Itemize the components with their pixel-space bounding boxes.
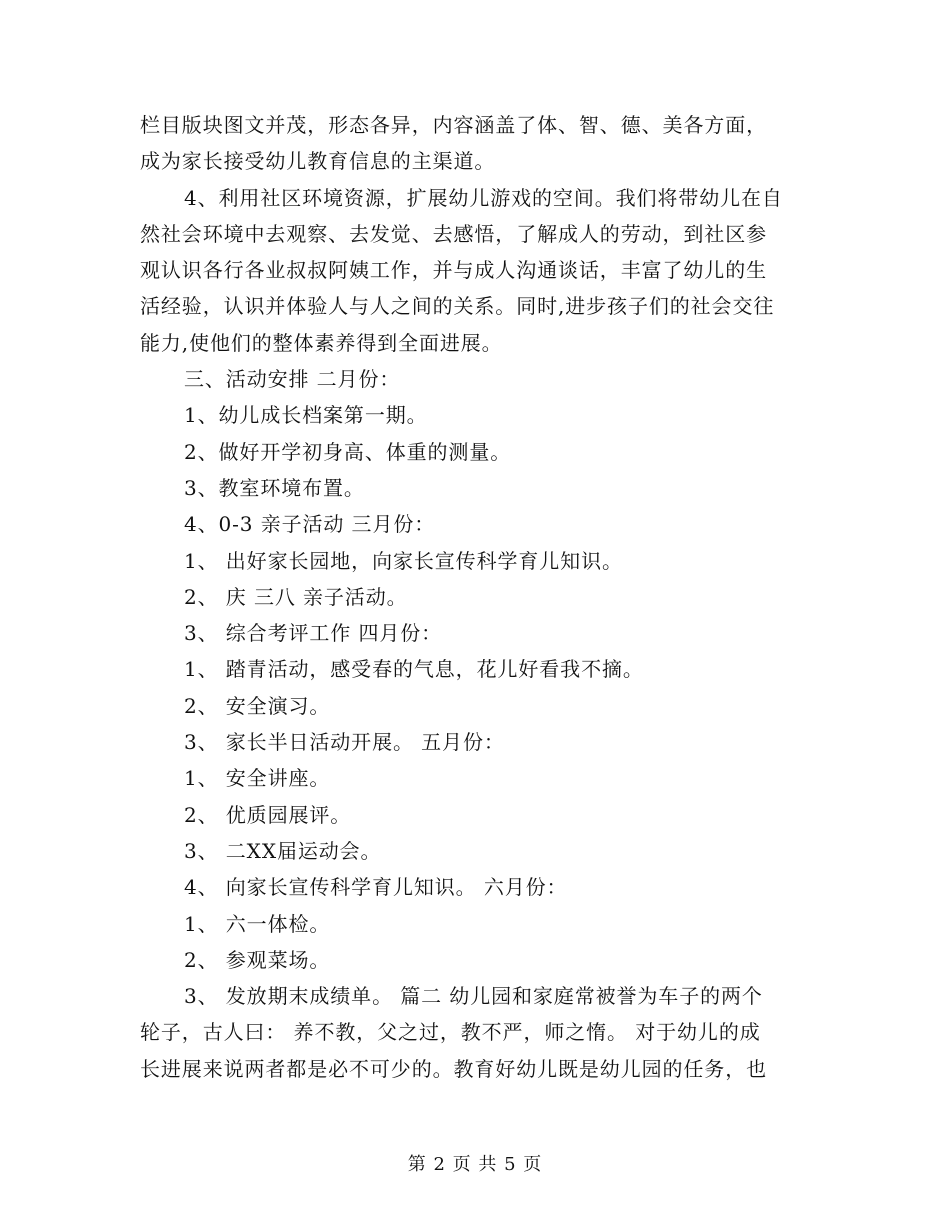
text-line: 1、幼儿成长档案第一期。 [184, 403, 428, 428]
text-line: 观认识各行各业叔叔阿姨工作，并与成人沟通谈话，丰富了幼儿的生 [140, 258, 767, 283]
text-line: 4、 向家长宣传科学育儿知识。 六月份： [184, 875, 568, 900]
text-line: 2、 优质园展评。 [184, 802, 352, 827]
page-footer: 第 2 页 共 5 页 [407, 1154, 543, 1175]
text-line: 1、 六一体检。 [184, 911, 331, 936]
text-line: 1、 安全讲座。 [184, 766, 331, 791]
text-line: 3、 综合考评工作 四月份： [184, 621, 443, 646]
text-line: 1、 出好家长园地，向家长宣传科学育儿知识。 [184, 548, 623, 573]
text-line: 1、 踏青活动，感受春的气息，花儿好看我不摘。 [184, 657, 644, 682]
text-line: 然社会环境中去观察、去发觉、去感悟，了解成人的劳动，到社区参 [140, 221, 767, 246]
text-line: 活经验，认识并体验人与人之间的关系。同时,进步孩子们的社会交往 [140, 294, 775, 319]
text-line: 2、做好开学初身高、体重的测量。 [184, 439, 512, 464]
text-line: 2、 庆 三八 亲子活动。 [184, 584, 408, 609]
text-line: 轮子，古人曰： 养不教，父之过，教不严，师之惰。 对于幼儿的成 [140, 1020, 761, 1045]
text-line: 3、 发放期末成绩单。 篇二 幼儿园和家庭常被誉为车子的两个 [184, 984, 763, 1009]
text-line: 2、 安全演习。 [184, 693, 331, 718]
text-line: 3、 家长半日活动开展。 五月份： [184, 730, 505, 755]
text-line: 栏目版块图文并茂，形态各异，内容涵盖了体、智、德、美各方面， [140, 113, 767, 137]
text-line: 3、 二XX届运动会。 [184, 838, 382, 863]
text-line: 成为家长接受幼儿教育信息的主渠道。 [140, 149, 496, 174]
text-line: 4、利用社区环境资源，扩展幼儿游戏的空间。我们将带幼儿在自 [184, 185, 783, 210]
text-line: 能力,使他们的整体素养得到全面进展。 [140, 330, 503, 355]
text-line: 2、 参观菜场。 [184, 947, 331, 972]
text-line: 4、0-3 亲子活动 三月份： [184, 512, 436, 537]
text-line: 三、活动安排 二月份： [184, 367, 401, 392]
text-line: 3、教室环境布置。 [184, 475, 365, 500]
text-line: 长进展来说两者都是必不可少的。教育好幼儿既是幼儿园的任务，也 [140, 1056, 767, 1081]
document-body [140, 107, 810, 1087]
